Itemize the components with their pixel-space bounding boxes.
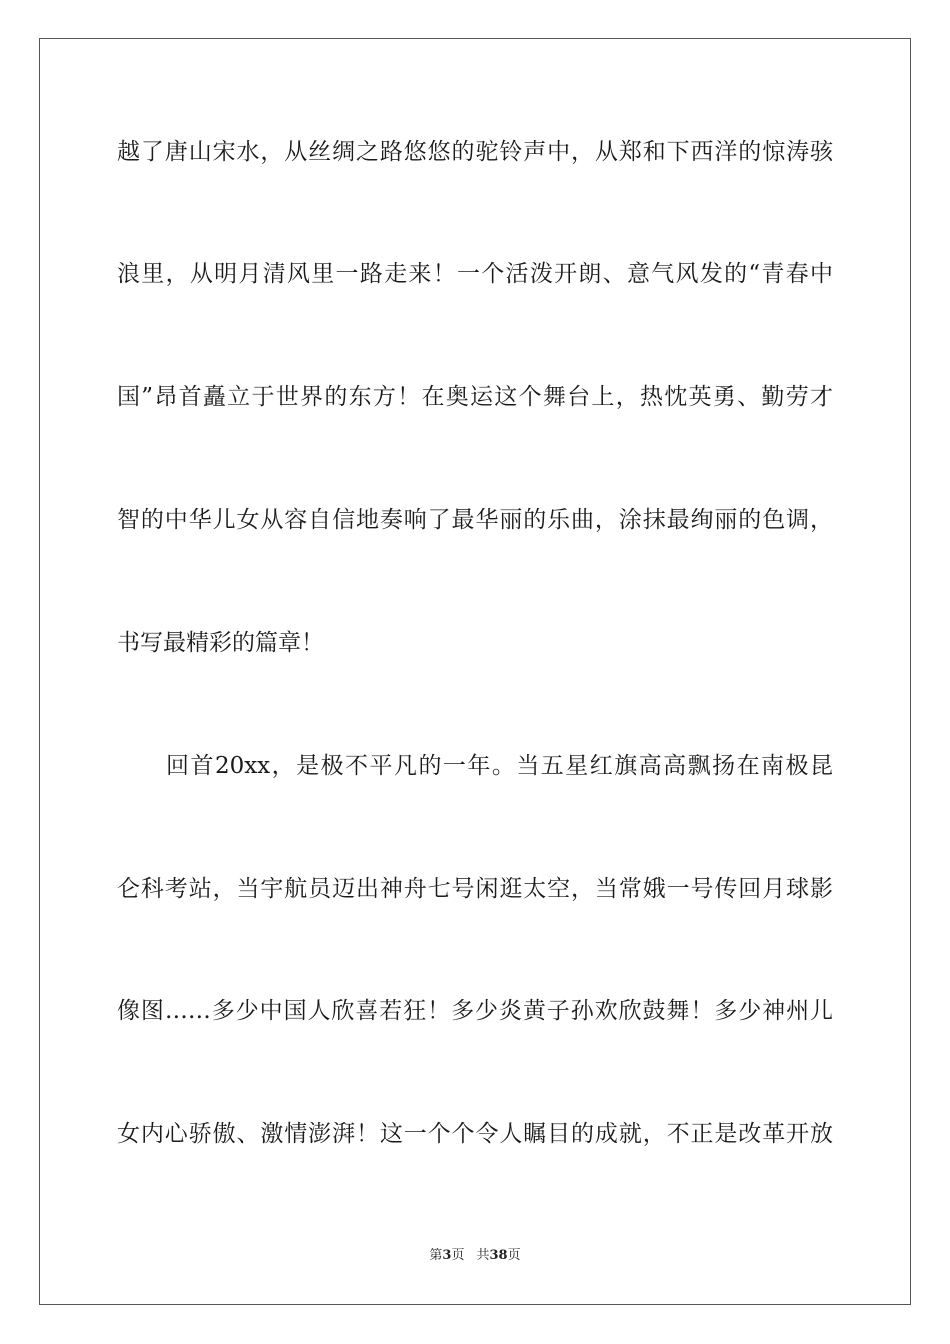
- page-suffix: 页: [451, 1248, 465, 1263]
- text-line-7: 仑科考站，当宇航员迈出神舟七号闲逛太空，当常娥一号传回月球影: [117, 876, 833, 902]
- text-line-1: 越了唐山宋水，从丝绸之路悠悠的驼铃声中，从郑和下西洋的惊涛骇: [117, 139, 833, 165]
- text-line-6: 回首20xx，是极不平凡的一年。当五星红旗高高飘扬在南极昆: [166, 753, 833, 779]
- text-line-9: 女内心骄傲、激情澎湃！这一个个令人瞩目的成就，不正是改革开放: [117, 1121, 833, 1147]
- text-line-2: 浪里，从明月清风里一路走来！一个活泼开朗、意气风发的“青春中: [117, 261, 833, 287]
- text-line-3: 国”昂首矗立于世界的东方！在奥运这个舞台上，热忱英勇、勤劳才: [117, 384, 833, 410]
- page-footer: [0, 1247, 950, 1265]
- page-number: 3: [442, 1248, 452, 1263]
- total-prefix: 共: [476, 1248, 490, 1263]
- page-prefix: 第: [429, 1248, 443, 1263]
- text-line-5: 书写最精彩的篇章！: [117, 630, 324, 656]
- page-border: [39, 38, 911, 1305]
- text-line-4: 智的中华儿女从容自信地奏响了最华丽的乐曲，涂抹最绚丽的色调，: [117, 507, 833, 533]
- text-line-8: 像图……多少中国人欣喜若狂！多少炎黄子孙欢欣鼓舞！多少神州儿: [117, 998, 833, 1024]
- total-suffix: 页: [507, 1248, 521, 1263]
- total-pages: 38: [489, 1248, 508, 1263]
